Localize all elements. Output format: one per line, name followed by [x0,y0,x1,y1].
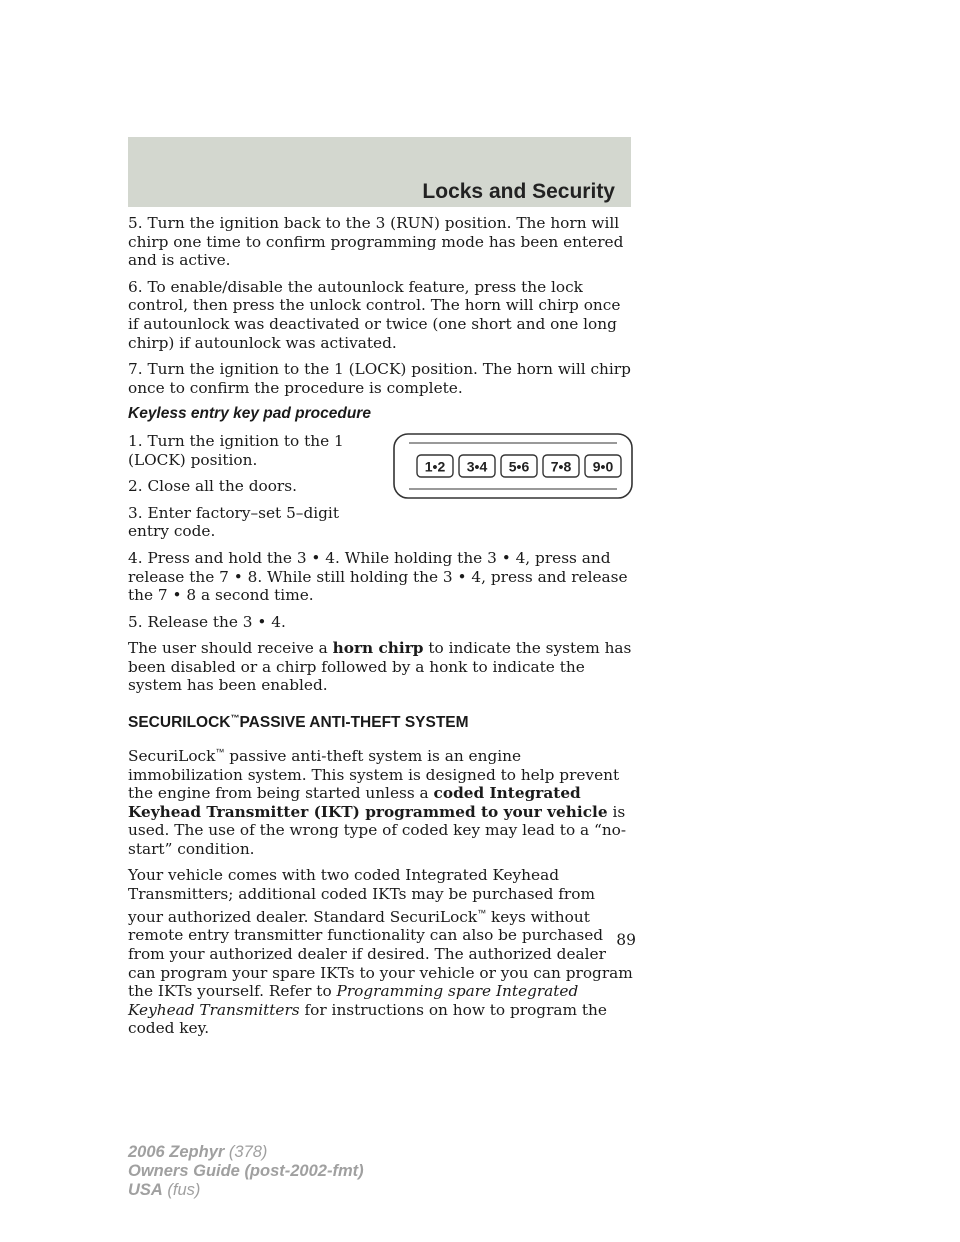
section-title-locks-security: Locks and Security [422,180,615,203]
intro-step-6: 6. To enable/disable the autounlock feature, press the lock control, then press the unlock control. The horn will chirp once if autounlock was deactivated or twice (one short and one long chirp) if autounlock was activated. [128,277,621,352]
footer-line-2: Owners Guide (post-2002-fmt) [128,1162,364,1180]
keypad-result-paragraph: The user should receive a horn chirp to indicate the system has been disabled or a chirp followed by a honk to indicate the system has been enabled. [128,639,632,695]
securilock-paragraph-1: SecuriLock™ passive anti-theft system is an engine immobilization system. This system is designed to help prevent the engine from being started unless a coded Integrated Keyhead Transmitter (IKT) programmed to your vehicle is used. The use of the wrong type of coded key may lead to a “no-start” condition. [128,746,627,858]
keypad-procedure-heading: Keyless entry key pad procedure [128,405,371,423]
keypad-illustration [393,433,633,499]
keypad-step-3: 3. Enter factory–set 5–digit entry code. [128,503,339,541]
cross-reference: Programming spare Integrated Keyhead Transmitters [128,982,579,1019]
securilock-heading: SECURILOCK™PASSIVE ANTI-THEFT SYSTEM [128,713,469,732]
keypad-key-3-4 [459,455,495,477]
keypad-step-5: 5. Release the 3 • 4. [128,612,286,631]
intro-step-5: 5. Turn the ignition back to the 3 (RUN) position. The horn will chirp one time to confirm programming mode has been entered and is active. [128,214,624,270]
footer-line-1: 2006 Zephyr (378) [128,1143,268,1161]
ikt-emphasis: coded Integrated Keyhead Transmitter (IKT) programmed to your vehicle [128,784,608,821]
page-content [128,214,633,1046]
document-footer [128,1143,364,1200]
keypad-key-label: 3•4 [466,458,488,475]
section-header-band [128,137,631,207]
trademark-symbol: ™ [230,713,240,724]
securilock-paragraph-2: Your vehicle comes with two coded Integrated Keyhead Transmitters; additional coded IKTs may be purchased from your authorized dealer. Standard SecuriLock™ keys without remote entry transmitter functionality can also be purchased from your authorized dealer if desired. The authorized dealer can program your spare IKTs to your vehicle or you can program the IKTs yourself. Refer to Programming spare Integrated Keyhead Transmitters for instructions on how to program the coded key. [128,866,633,1038]
trademark-symbol: ™ [477,907,487,918]
keypad-key-label: 7•8 [550,458,572,475]
keypad-key-9-0 [585,455,621,477]
keypad-key-label: 5•6 [508,458,530,475]
trademark-symbol: ™ [215,746,225,757]
keypad-key-label: 1•2 [424,458,446,475]
horn-chirp-emphasis: horn chirp [332,639,424,658]
keypad-steps-block [128,432,633,541]
intro-step-7: 7. Turn the ignition to the 1 (LOCK) position. The horn will chirp once to confirm the procedure is complete. [128,360,631,397]
footer-line-3: USA (fus) [128,1181,201,1199]
keypad-key-label: 9•0 [592,458,614,475]
keypad-step-1: 1. Turn the ignition to the 1 (LOCK) position. [128,431,344,469]
keypad-key-7-8 [543,455,579,477]
keypad-key-1-2 [417,455,453,477]
page-number: 89 [616,931,636,949]
keypad-key-5-6 [501,455,537,477]
keypad-step-4: 4. Press and hold the 3 • 4. While holding the 3 • 4, press and release the 7 • 8. While still holding the 3 • 4, press and release the 7 • 8 a second time. [128,548,628,605]
keypad-step-2: 2. Close all the doors. [128,477,297,496]
